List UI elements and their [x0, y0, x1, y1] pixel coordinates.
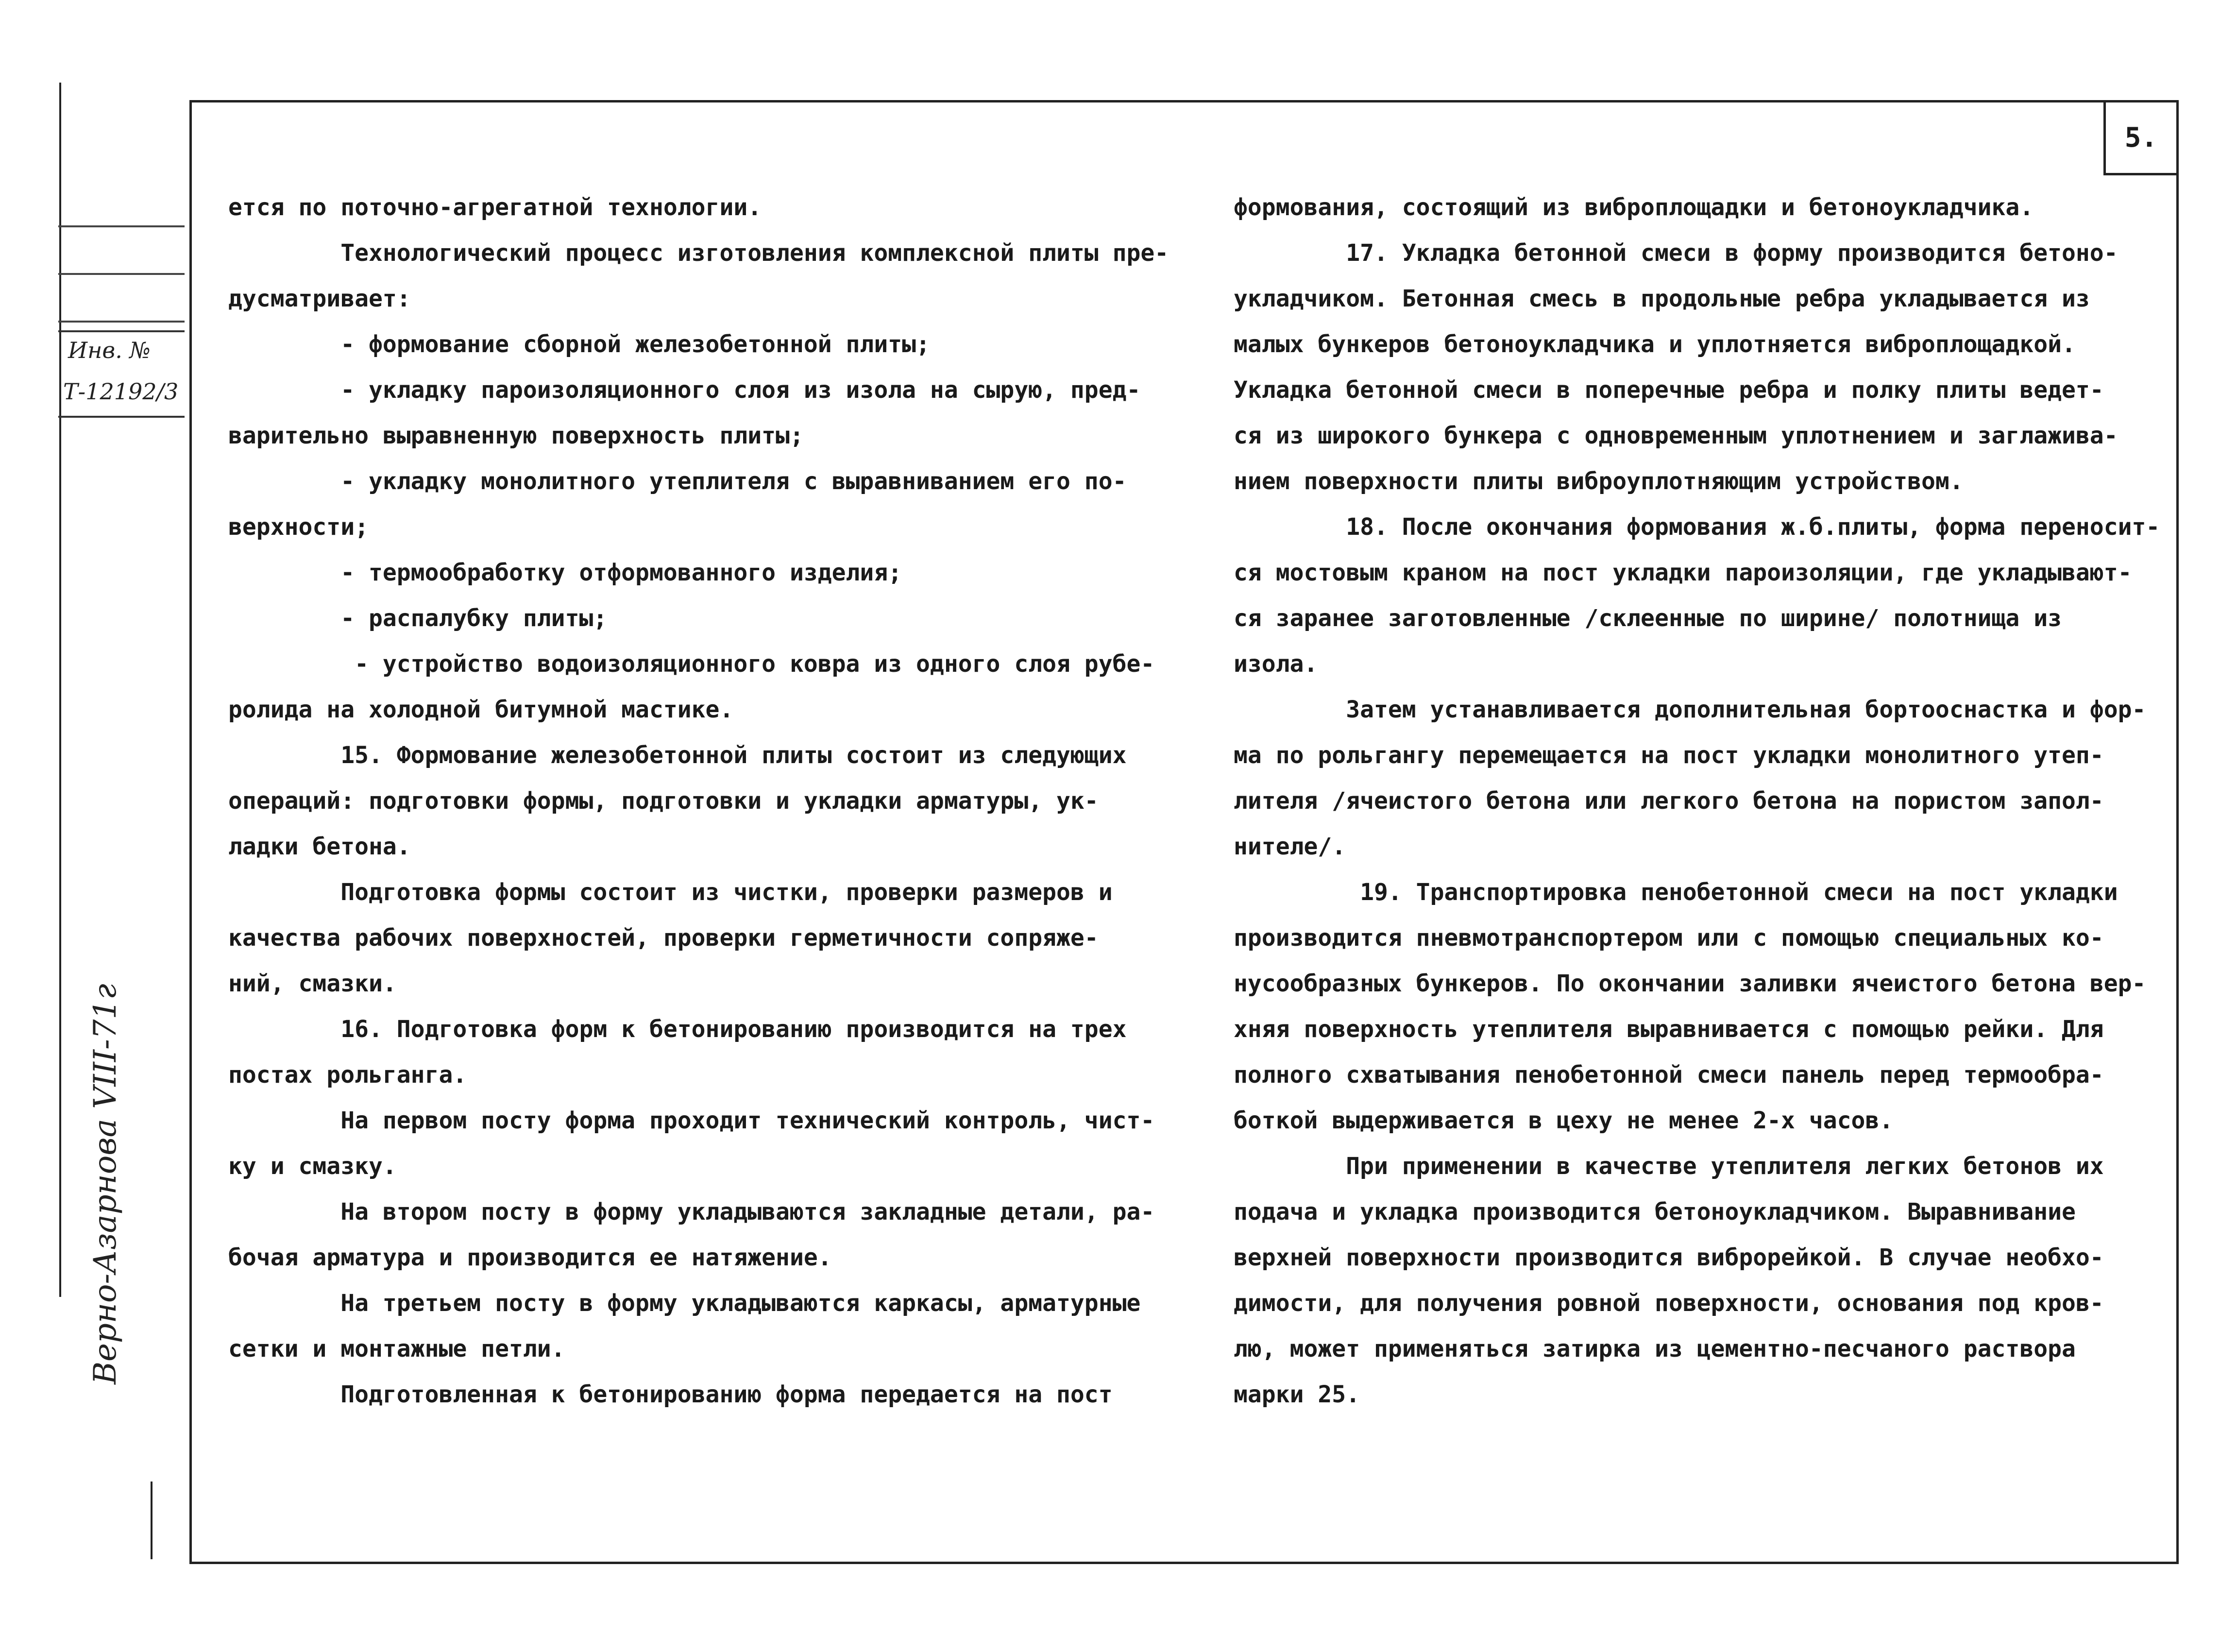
text-line: Подготовка формы состоит из чистки, проверки размеров и: [228, 879, 1113, 906]
text-line: На первом посту форма проходит технический контроль, чист-: [228, 1107, 1155, 1134]
text-line: На втором посту в форму укладываются закладные детали, ра-: [228, 1198, 1155, 1226]
text-line: малых бункеров бетоноукладчика и уплотняется виброплощадкой.: [1234, 331, 2076, 358]
text-line: Укладка бетонной смеси в поперечные ребра и полку плиты ведет-: [1234, 376, 2104, 404]
text-line: подача и укладка производится бетоноукладчиком. Выравнивание: [1234, 1198, 2076, 1226]
page-number: 5.: [2124, 122, 2158, 153]
margin-stamp-rows: [58, 180, 185, 323]
text-line: лю, может применяться затирка из цементно-песчаного раствора: [1234, 1335, 2076, 1362]
text-line: дусматривает:: [228, 285, 411, 312]
text-line: качества рабочих поверхностей, проверки герметичности сопряже-: [228, 924, 1099, 952]
margin-row: [58, 180, 185, 227]
text-line: нусообразных бункеров. По окончании заливки ячеистого бетона вер-: [1234, 970, 2146, 997]
text-line: 15. Формование железобетонной плиты состоит из следующих: [228, 742, 1127, 769]
text-line: нителе/.: [1234, 833, 1346, 860]
text-line: хняя поверхность утеплителя выравнивается с помощью рейки. Для: [1234, 1016, 2104, 1043]
text-line: 18. После окончания формования ж.б.плиты, форма переносит-: [1234, 513, 2160, 541]
inventory-number: Т-12192/3: [63, 378, 179, 405]
text-line: верхности;: [228, 513, 369, 541]
text-line: ладки бетона.: [228, 833, 411, 860]
left-text-column: [228, 185, 1169, 1417]
text-line: ку и смазку.: [228, 1153, 397, 1180]
text-line: Затем устанавливается дополнительная бортооснастка и фор-: [1234, 696, 2146, 723]
margin-row: [58, 275, 185, 323]
text-line: производится пневмотранспортером или с помощью специальных ко-: [1234, 924, 2104, 952]
text-line: бочая арматура и производится ее натяжение.: [228, 1244, 832, 1271]
text-line: На третьем посту в форму укладываются каркасы, арматурные: [228, 1290, 1141, 1317]
text-line: постах рольганга.: [228, 1061, 467, 1089]
text-line: изола.: [1234, 650, 1318, 678]
text-line: ролида на холодной битумной мастике.: [228, 696, 734, 723]
text-line: - распалубку плиты;: [228, 605, 608, 632]
text-line: полного схватывания пенобетонной смеси панель перед термообра-: [1234, 1061, 2104, 1089]
text-line: - устройство водоизоляционного ковра из одного слоя рубе-: [228, 650, 1155, 678]
text-line: - укладку пароизоляционного слоя из изола на сырую, пред-: [228, 376, 1141, 404]
text-line: 19. Транспортировка пенобетонной смеси на пост укладки: [1234, 879, 2118, 906]
text-line: ний, смазки.: [228, 970, 397, 997]
binding-line-inner: [151, 1482, 153, 1559]
text-line: - укладку монолитного утеплителя с выравниванием его по-: [228, 468, 1127, 495]
text-line: боткой выдерживается в цеху не менее 2-х часов.: [1234, 1107, 1894, 1134]
text-line: 16. Подготовка форм к бетонированию производится на трех: [228, 1016, 1127, 1043]
margin-row: [58, 227, 185, 275]
text-line: ся заранее заготовленные /склеенные по ширине/ полотнища из: [1234, 605, 2062, 632]
right-text-column: [1234, 185, 2160, 1417]
text-line: нием поверхности плиты виброуплотняющим устройством.: [1234, 468, 1964, 495]
inventory-stamp: [58, 330, 185, 418]
text-line: - формование сборной железобетонной плиты;: [228, 331, 930, 358]
text-line: лителя /ячеистого бетона или легкого бетона на пористом запол-: [1234, 787, 2104, 815]
page-number-box: [2103, 102, 2176, 175]
text-line: формования, состоящий из виброплощадки и бетоноукладчика.: [1234, 194, 2034, 221]
text-line: Технологический процесс изготовления комплексной плиты пре-: [228, 239, 1169, 267]
text-line: димости, для получения ровной поверхности, основания под кров-: [1234, 1290, 2104, 1317]
text-line: 17. Укладка бетонной смеси в форму производится бетоно-: [1234, 239, 2118, 267]
text-line: сетки и монтажные петли.: [228, 1335, 565, 1362]
text-line: ма по рольгангу перемещается на пост укладки монолитного утеп-: [1234, 742, 2104, 769]
inventory-label: Инв. №: [68, 337, 151, 363]
text-line: ся из широкого бункера с одновременным уплотнением и заглажива-: [1234, 422, 2118, 449]
text-line: ся мостовым краном на пост укладки пароизоляции, где укладывают-: [1234, 559, 2132, 586]
text-line: При применении в качестве утеплителя легких бетонов их: [1234, 1153, 2104, 1180]
text-line: операций: подготовки формы, подготовки и укладки арматуры, ук-: [228, 787, 1099, 815]
handwritten-verification-stamp: Верно-Азарнова VIII-71г: [87, 984, 123, 1384]
text-line: Подготовленная к бетонированию форма передается на пост: [228, 1381, 1113, 1408]
text-line: - термообработку отформованного изделия;: [228, 559, 902, 586]
text-line: марки 25.: [1234, 1381, 1360, 1408]
text-line: варительно выравненную поверхность плиты;: [228, 422, 804, 449]
text-line: укладчиком. Бетонная смесь в продольные ребра укладывается из: [1234, 285, 2090, 312]
text-line: ется по поточно-агрегатной технологии.: [228, 194, 762, 221]
text-line: верхней поверхности производится виброрейкой. В случае необхо-: [1234, 1244, 2104, 1271]
